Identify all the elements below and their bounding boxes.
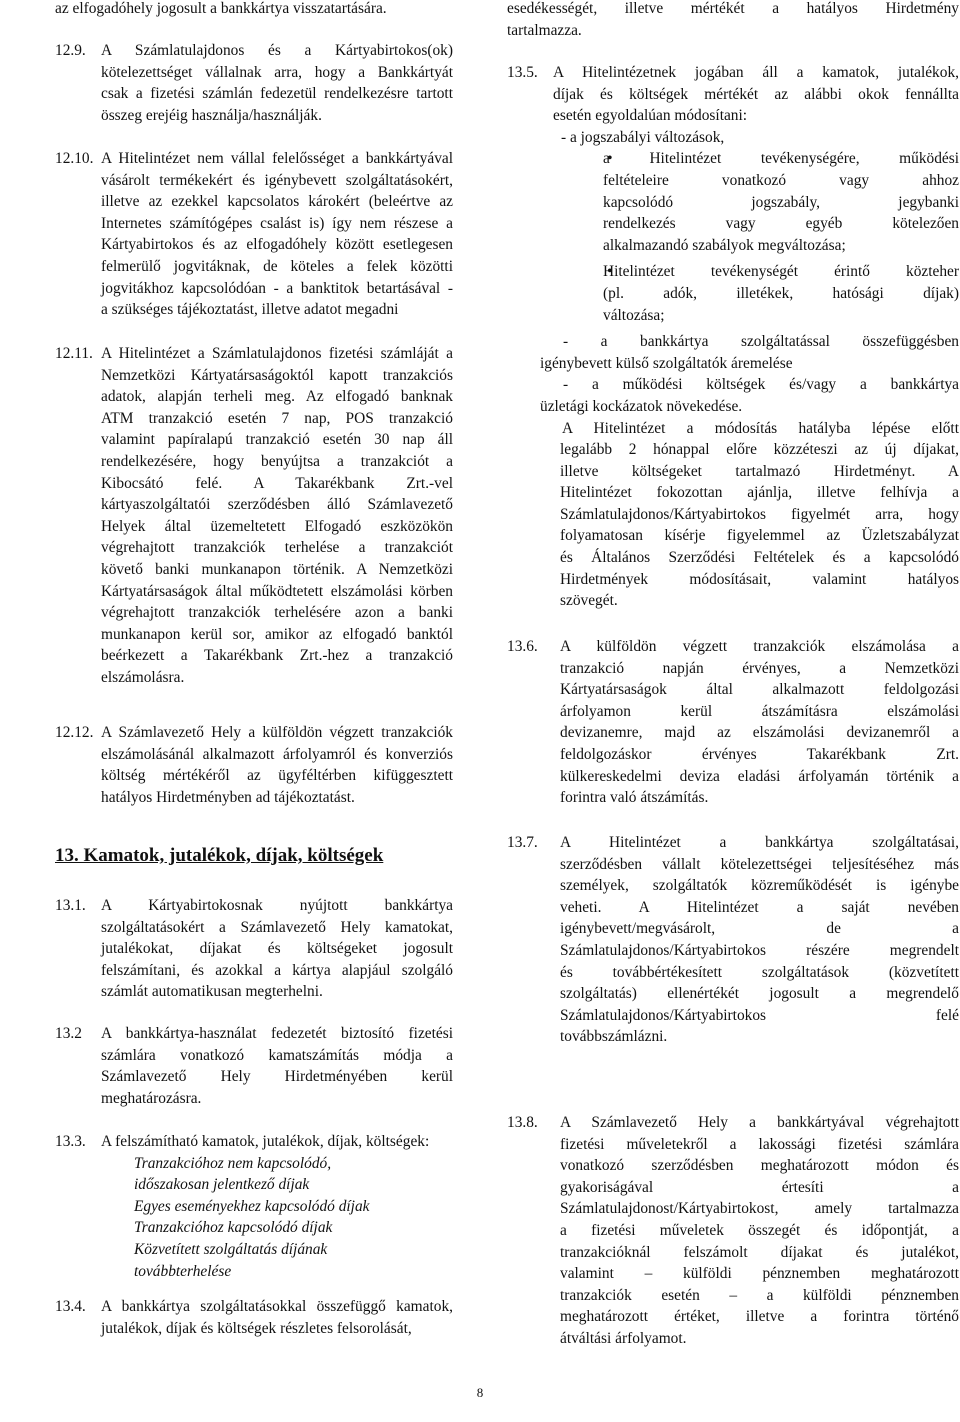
section-13-6-line: forintra való átszámítás. <box>560 789 709 807</box>
section-12-12-line: A Számlavezető Hely a külföldön végzett tranzakciók <box>101 724 453 741</box>
section-13-2-line: számlára vonatkozó kamatszámítás módja a <box>101 1046 453 1064</box>
section-13-1-number: 13.1. <box>55 897 86 914</box>
fee-type-item: továbbterhelése <box>134 1262 232 1280</box>
section-13-2 <box>55 1023 453 1109</box>
notice-line: illetve költségeket tartalmazó Hirdetményt. A <box>560 462 959 480</box>
section-13-5 <box>507 62 959 612</box>
section-13-6-line: tranzakció napján érvényes, a Nemzetközi <box>560 659 959 677</box>
notice-line: Hitelintézet fokozottan ajánlja, illetve felhívja a <box>560 484 959 502</box>
section-13-4-line: jutalékok, díjak és költségek részletes felsorolását, <box>101 1319 412 1337</box>
section-12-12-number: 12.12. <box>55 724 94 741</box>
section-13-6-line: külkereskedelmi deviza eladási árfolyamán történik a <box>560 767 959 785</box>
section-13-7-text <box>560 832 959 1048</box>
notice-line: Számlatulajdonos/Kártyabirtokos figyelmét arra, hogy <box>560 505 959 523</box>
section-13-2-line: meghatározásra. <box>101 1089 202 1107</box>
section-13-8-line: a fizetési műveletek összegét és időpontját, a <box>560 1221 959 1239</box>
section-12-10-line: jogvitákhoz kapcsolódóan - a banktitok betartásával - <box>101 279 453 297</box>
sub2-line: - a bankkártya szolgáltatással összefüggésben <box>563 333 959 351</box>
section-13-1-line: szolgáltatásokért a Számlavezető Hely kamatokat, <box>101 918 453 936</box>
section-12-10-line: Kártyabirtokos és az elfogadóhely között esetlegesen <box>101 236 453 254</box>
section-13-1-line: számlát automatikusan megterhelni. <box>101 983 323 1001</box>
notice-line: legalább 2 hónappal előre közzéteszi az új díjakat, <box>560 441 959 459</box>
section-13-4-number: 13.4. <box>55 1298 86 1315</box>
section-13-8 <box>507 1112 959 1350</box>
section-13-8-number: 13.8. <box>507 1114 538 1131</box>
section-13-3 <box>55 1131 453 1282</box>
section-13-7-line: szolgáltatás) ellenértékét jogosult a megrendelő <box>560 985 959 1003</box>
section-13-1-line: felszámítani, és azokkal a kártya alapjául szolgáló <box>101 961 453 979</box>
bullet-line: • Hitelintézet tevékenységét érintő közteher <box>603 263 959 281</box>
section-12-11-line: elszámolásra. <box>101 668 185 686</box>
section-12-11-line: Nemzetközi Kártyatársaságoktól kapott tranzakciós <box>101 366 453 384</box>
section-12-11-line: adatok, alapján terheli meg. Az elfogadó banknak <box>101 388 453 406</box>
section-13-3-text: A felszámítható kamatok, jutalékok, díjak, költségek: <box>101 1133 430 1150</box>
section-13-7-line: továbbszámlázni. <box>560 1028 668 1046</box>
section-12-12 <box>55 722 453 808</box>
bullet-line: rendelkezés vagy egyéb kötelezően <box>603 215 959 233</box>
fee-type-item: Tranzakcióhoz kapcsolódó díjak <box>134 1219 333 1237</box>
section-13-1-line: jutalékokat, díjakat és költségeket jogosult <box>101 940 453 958</box>
section-13-7-line: igénybevett/megvásárolt, de a <box>560 920 959 938</box>
section-13-8-text <box>560 1112 959 1350</box>
section-13-6-line: devizanemre, majd az elszámolási devizanemről a <box>560 724 959 742</box>
section-12-9-number: 12.9. <box>55 42 86 59</box>
section-13-6-number: 13.6. <box>507 638 538 655</box>
section-13-8-line: gyakoriságával értesíti a <box>560 1178 959 1196</box>
section-13-5-text <box>553 62 959 148</box>
section-13-5-line: A Hitelintézetnek jogában áll a kamatok, jutalékok, <box>553 64 959 81</box>
sub3-line: - a működési költségek és/vagy a bankkártya <box>563 376 959 394</box>
notice-line: szövegét. <box>560 592 618 610</box>
section-12-11-line: kártyaszolgáltatói szerződésben álló Számlavezető <box>101 496 453 514</box>
section-13-6-line: Kártyatársaságok által alkalmazott feldolgozási <box>560 681 959 699</box>
section-12-11-line: követő banki munkanapon történik. A Nemzetközi <box>101 560 453 578</box>
section-12-10-line: A Hitelintézet nem vállal felelősséget a bankkártyával <box>101 150 453 167</box>
section-12-11-line: végrehajtott tranzakciók terhelésére azon a banki <box>101 604 453 622</box>
section-13-7-line: A Hitelintézet a bankkártya szolgáltatásai, <box>560 834 959 851</box>
section-12-12-line: hatályos Hirdetményben ad tájékoztatást. <box>101 788 355 806</box>
section-13-7-line: és továbbértékesített szolgáltatások (közvetített <box>560 963 959 981</box>
reason-operating-costs <box>507 374 959 417</box>
fee-type-item: Egyes eseményekhez kapcsolódó díjak <box>134 1197 370 1215</box>
section-12-10-line: vásárolt termékekért és igénybevett szolgáltatásokért, <box>101 171 453 189</box>
section-12-11-line: beérkezett a Takarékbank Zrt.-hez a tranzakció <box>101 647 453 665</box>
section-13-8-line: tranzakciók esetén – a külföldi pénznemben <box>560 1286 959 1304</box>
section-13-4 <box>55 1296 453 1339</box>
section-13-8-line: átváltási árfolyamot. <box>560 1329 687 1347</box>
reason-external-providers <box>507 331 959 374</box>
sub2-line: igénybevett külső szolgáltatók áremelése <box>540 354 793 372</box>
section-13-8-line: meghatározott értéket, illetve a forintra történő <box>560 1308 959 1326</box>
section-13-5-head <box>507 62 959 148</box>
section-13-8-line: A Számlavezető Hely a bankkártyával végrehajtott <box>560 1114 959 1131</box>
section-13-7-line: szerződésben vállalt kötelezettségei teljesítéséhez más <box>560 855 959 873</box>
bullet-line: változása; <box>603 306 665 324</box>
fee-type-item: időszakosan jelentkező díjak <box>134 1176 310 1194</box>
section-12-9-line: kötelezettséget vállalnak arra, hogy a Bankkártyát <box>101 63 453 81</box>
notice-line: Hirdetmények módosításait, valamint hatályos <box>560 570 959 588</box>
section-heading: 13. Kamatok, jutalékok, díjak, költségek <box>55 845 384 866</box>
reason-legal-changes: - a jogszabályi változások, <box>561 128 725 146</box>
sub3-line: üzletági kockázatok növekedése. <box>540 397 743 415</box>
intro-text-right <box>507 0 959 41</box>
section-12-10-line: a szükséges tájékoztatást, illetve adatot megadni <box>101 301 399 319</box>
notice-line: folyamatosan kísérje figyelemmel az Üzletszabályzat <box>560 527 959 545</box>
section-13-7 <box>507 832 959 1048</box>
section-12-10-text <box>101 148 453 321</box>
section-12-11-line: Kártyatársaságok által működtetett elszámolási körben <box>101 582 453 600</box>
section-13-7-line: Számlatulajdonos/Kártyabirtokos részére megrendelt <box>560 941 959 959</box>
fee-type-list <box>55 1153 453 1283</box>
section-12-11-line: végrehajtott tranzakciók terhelése a tranzakciót <box>101 539 453 557</box>
section-12-11-line: Helyek által üzemeltetett Elfogadó eszközökön <box>101 517 453 535</box>
section-13-5-line: díjak és költségek mértékét az alábbi okok fennállta <box>553 85 959 103</box>
bullet-line: (pl. adók, illetékek, hatósági díjak) <box>603 284 959 302</box>
page-number: 8 <box>476 1385 484 1400</box>
section-13-7-line: Számlatulajdonos/Kártyabirtokos felé <box>560 1006 959 1024</box>
section-13-6-text <box>560 636 959 809</box>
section-13-6-line: árfolyamon kerül átszámításra elszámolási <box>560 702 959 720</box>
section-13-5-number: 13.5. <box>507 64 538 81</box>
reason-bullet-item <box>507 261 959 326</box>
section-13-7-line: személyek, szolgáltatók közreműködését is igénybe <box>560 877 959 895</box>
section-13-2-line: A bankkártya-használat fedezetét biztosító fizetési <box>101 1025 453 1042</box>
section-13-6-line: A külföldön végzett tranzakciók elszámolása a <box>560 638 959 655</box>
section-13-4-text <box>101 1296 453 1339</box>
section-13-3-number: 13.3. <box>55 1133 86 1150</box>
section-12-9-line: összeg erejéig használja/használják. <box>101 106 322 124</box>
section-12-10-line: Internetes számítógépes csalást is) így nem részese a <box>101 214 453 232</box>
bullet-line: kapcsolódó jogszabály, jegybanki <box>603 193 959 211</box>
notice-line: és Általános Szerződési Feltételek és a kapcsolódó <box>560 549 959 567</box>
section-13-2-number: 13.2 <box>55 1025 82 1042</box>
section-13-2-text <box>101 1023 453 1109</box>
section-12-11-line: valamint papíralapú tranzakció esetén 30 nap áll <box>101 431 453 449</box>
section-13-1-text <box>101 895 453 1003</box>
section-13-5-line: esetén egyoldalúan módosítani: <box>553 107 748 125</box>
section-13-8-line: vonatkozó szerződésben meghatározott módon és <box>560 1157 959 1175</box>
fee-type-item: Tranzakcióhoz nem kapcsolódó, <box>134 1154 332 1172</box>
section-13-1-line: A Kártyabirtokosnak nyújtott bankkártya <box>101 897 453 914</box>
section-12-10-number: 12.10. <box>55 150 94 167</box>
section-12-10-line: felmerülő jogvitáknak, de köteles a felek közötti <box>101 257 453 275</box>
section-13-6-line: feldolgozáskor érvényes Takarékbank Zrt. <box>560 745 959 763</box>
section-13-4-line: A bankkártya szolgáltatásokkal összefüggő kamatok, <box>101 1298 453 1315</box>
section-13-7-line: veheti. A Hitelintézet a saját nevében <box>560 898 959 916</box>
bullet-line: alkalmazandó szabályok megváltozása; <box>603 236 846 254</box>
notice-line: A Hitelintézet a módosítás hatályba lépése előtt <box>562 419 959 437</box>
section-12-11 <box>55 343 453 689</box>
intro-right-line: tartalmazza. <box>507 21 582 39</box>
section-12-11-line: munkanapon kerül sor, amikor az elfogadó banktól <box>101 625 453 643</box>
section-12-9 <box>55 40 453 126</box>
section-12-9-line: csak a fizetési számlán fedezetül rendelkezésre tartott <box>101 85 453 103</box>
intro-text: az elfogadóhely jogosult a bankkártya visszatartására. <box>55 0 387 17</box>
section-12-9-line: A Számlatulajdonos és a Kártyabirtokos(ok) <box>101 42 453 59</box>
section-12-11-line: Kibocsátó felé. A Takarékbank Zrt.-vel <box>101 474 453 492</box>
section-12-10 <box>55 148 453 321</box>
bullet-line: • a Hitelintézet tevékenységére, működési <box>603 150 959 168</box>
section-12-11-text <box>101 343 453 689</box>
section-12-11-number: 12.11. <box>55 345 93 362</box>
section-12-11-line: rendelkezésére, hogy benyújtsa a tranzakciót a <box>101 452 453 470</box>
section-12-11-line: A Hitelintézet a Számlatulajdonos fizetési számláját a <box>101 345 453 362</box>
section-12-9-text <box>101 40 453 126</box>
reason-bullet-list <box>507 148 959 326</box>
section-12-12-line: költség mértékéről az ügyféltérben kifüggesztett <box>101 767 453 785</box>
section-12-12-line: elszámolásánál alkalmazott árfolyamról és konverziós <box>101 745 453 763</box>
section-13-8-line: valamint – külföldi pénznemben meghatározott <box>560 1265 959 1283</box>
reason-bullet-item <box>507 148 959 256</box>
intro-right-line: esedékességét, illetve mértékét a hatályos Hirdetmény <box>507 0 959 17</box>
section-13-8-line: Számlatulajdonost/Kártyabirtokost, amely tartalmazza <box>560 1200 959 1218</box>
fee-type-item: Közvetített szolgáltatás díjának <box>134 1240 328 1258</box>
section-13-1 <box>55 895 453 1003</box>
section-13-2-line: Számlavezető Hely Hirdetményében kerül <box>101 1068 453 1086</box>
section-13-6 <box>507 636 959 809</box>
section-13-8-line: fizetési műveletekről a lakossági fizetési számlára <box>560 1135 959 1153</box>
section-13-8-line: tranzakcióknál felszámolt díjakat és jutalékot, <box>560 1243 959 1261</box>
section-12-10-line: illetve az ezekkel kapcsolatos károkért (beleértve az <box>101 193 453 211</box>
section-12-12-text <box>101 722 453 808</box>
section-12-11-line: ATM tranzakció esetén 7 nap, POS tranzakció <box>101 409 453 427</box>
section-13-7-number: 13.7. <box>507 834 538 851</box>
bullet-line: feltételeire vonatkozó vagy ahhoz <box>603 171 959 189</box>
section-13-3-row <box>55 1131 453 1153</box>
notice-paragraph <box>507 418 959 612</box>
